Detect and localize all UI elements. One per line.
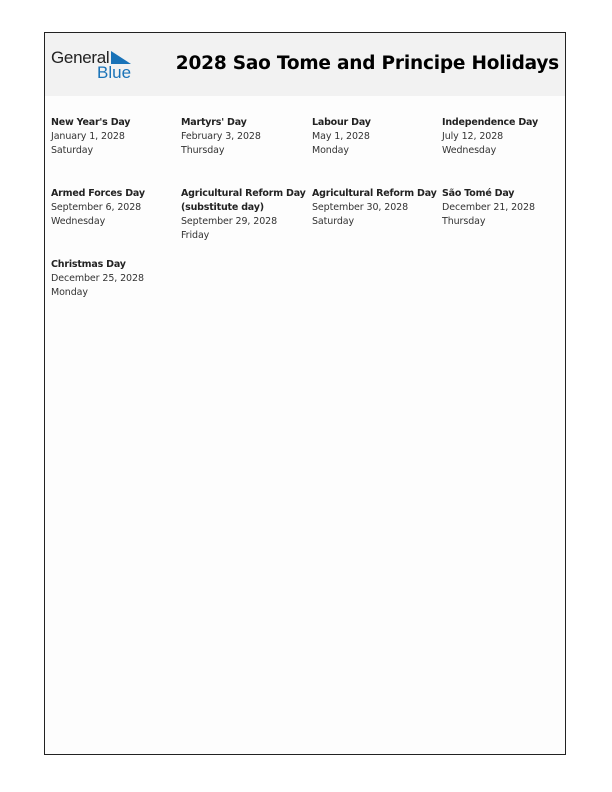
holiday-item: [181, 116, 309, 158]
holiday-date: September 29, 2028: [181, 216, 278, 227]
holiday-date: May 1, 2028: [312, 131, 370, 142]
holiday-weekday: Saturday: [312, 216, 355, 227]
holiday-name: Labour Day: [312, 117, 371, 128]
holiday-item: [51, 258, 179, 300]
holiday-name: São Tomé Day: [442, 188, 515, 199]
holiday-date: September 6, 2028: [51, 202, 142, 213]
holiday-item: [312, 116, 440, 158]
holiday-name: New Year's Day: [51, 117, 131, 128]
holiday-item: [51, 116, 179, 158]
holiday-weekday: Monday: [51, 287, 88, 298]
holiday-weekday: Thursday: [442, 216, 486, 227]
holiday-weekday: Friday: [181, 230, 210, 241]
holiday-date: September 30, 2028: [312, 202, 409, 213]
generalblue-logo: [51, 48, 141, 82]
holiday-weekday: Thursday: [181, 145, 225, 156]
holiday-name: Christmas Day: [51, 259, 126, 270]
holiday-date: January 1, 2028: [51, 131, 125, 142]
holiday-name-note: (substitute day): [181, 202, 264, 213]
holiday-item: [51, 187, 179, 229]
page-title: 2028 Sao Tome and Principe Holidays: [175, 53, 559, 74]
holiday-item: [442, 187, 570, 229]
holiday-item: [312, 187, 440, 229]
holiday-weekday: Wednesday: [51, 216, 106, 227]
holiday-item: [442, 116, 570, 158]
page-header: [45, 33, 565, 96]
holiday-weekday: Monday: [312, 145, 349, 156]
holiday-name: Martyrs' Day: [181, 117, 247, 128]
holiday-date: February 3, 2028: [181, 131, 261, 142]
holiday-name: Agricultural Reform Day: [181, 188, 306, 199]
holiday-date: July 12, 2028: [442, 131, 504, 142]
calendar-page: [44, 32, 566, 755]
holiday-date: December 25, 2028: [51, 273, 144, 284]
holiday-item: [181, 187, 309, 243]
holiday-name: Agricultural Reform Day: [312, 188, 437, 199]
holiday-weekday: Saturday: [51, 145, 94, 156]
holiday-name: Armed Forces Day: [51, 188, 145, 199]
logo-text-blue: Blue: [97, 63, 132, 82]
logo-text-general: General: [51, 48, 110, 67]
holiday-date: December 21, 2028: [442, 202, 535, 213]
holiday-name: Independence Day: [442, 117, 538, 128]
holiday-weekday: Wednesday: [442, 145, 497, 156]
